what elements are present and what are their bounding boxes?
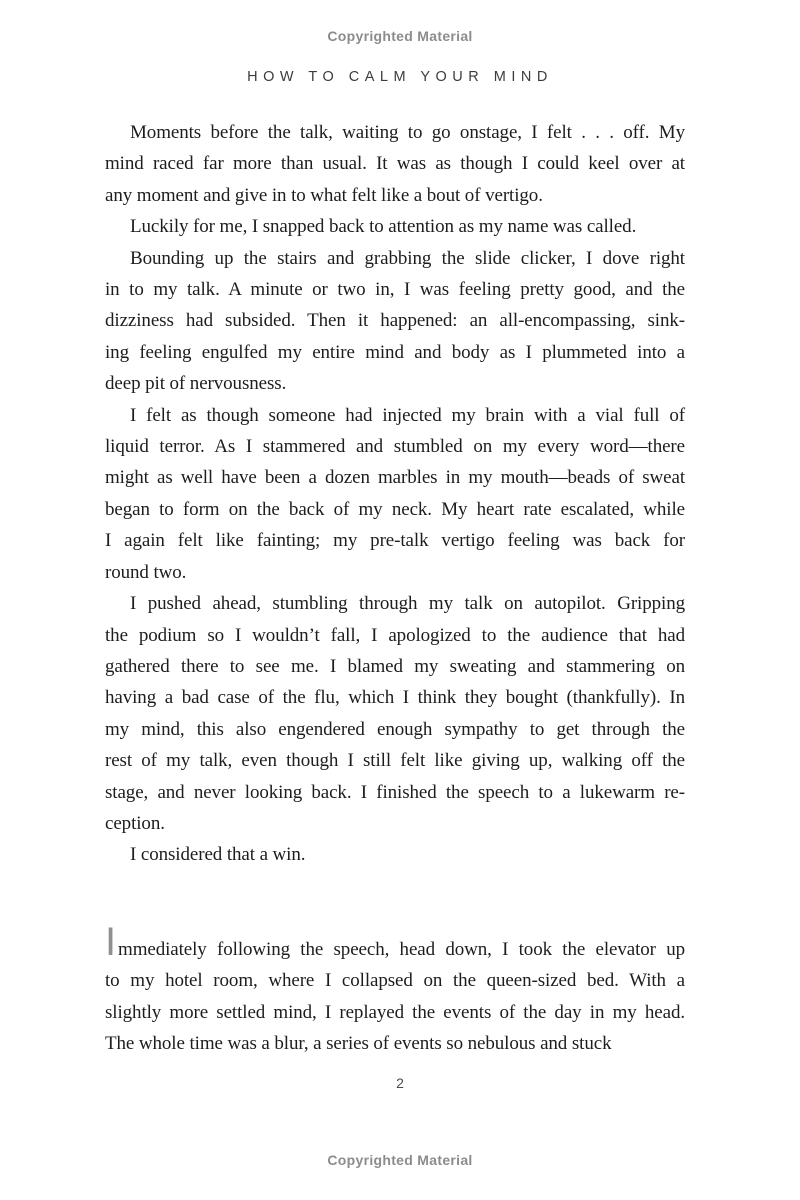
section-break (105, 871, 685, 934)
text-line: the podium so I wouldn’t fall, I apologized to the audience that had (105, 624, 685, 646)
text-line: I considered that a win. (130, 844, 306, 866)
text-line: to my hotel room, where I collapsed on the queen-sized bed. With a (105, 970, 685, 992)
text-line: might as well have been a dozen marbles in my mouth—beads of sweat (105, 467, 685, 489)
paragraph (105, 588, 685, 839)
copyright-notice-top: Copyrighted Material (327, 28, 473, 44)
text-line: The whole time was a blur, a series of events so nebulous and stuck (105, 1032, 612, 1054)
text-line: mind raced far more than usual. It was as though I could keel over at (105, 153, 685, 175)
copyright-notice-bottom: Copyrighted Material (327, 1152, 473, 1168)
text-line: liquid terror. As I stammered and stumbled on my every word—there (105, 436, 685, 458)
text-line: stage, and never looking back. I finished the speech to a lukewarm re- (105, 781, 685, 803)
text-line: Bounding up the stairs and grabbing the slide clicker, I dove right (130, 247, 685, 269)
text-line: I pushed ahead, stumbling through my talk on autopilot. Gripping (130, 593, 685, 615)
paragraph (105, 919, 685, 1060)
paragraph (105, 117, 685, 211)
running-head: HOW TO CALM YOUR MIND (247, 69, 553, 85)
page-number: 2 (396, 1075, 404, 1091)
text-line: having a bad case of the flu, which I think they bought (thankfully). In (105, 687, 685, 709)
text-line: dizziness had subsided. Then it happened: an all-encompassing, sink- (105, 310, 685, 332)
text-line: began to form on the back of my neck. My heart rate escalated, while (105, 498, 685, 520)
text-line: ing feeling engulfed my entire mind and body as I plummeted into a (105, 341, 685, 363)
paragraph (105, 211, 685, 242)
text-block (105, 117, 685, 1059)
text-line: my mind, this also engendered enough sympathy to get through the (105, 718, 685, 740)
text-line: round two. (105, 561, 187, 583)
text-line: gathered there to see me. I blamed my sweating and stammering on (105, 655, 685, 677)
paragraph (105, 243, 685, 400)
text-line: in to my talk. A minute or two in, I was feeling pretty good, and the (105, 279, 685, 301)
text-line: I felt as though someone had injected my brain with a vial full of (130, 404, 685, 426)
paragraph (105, 400, 685, 588)
text-line: Immediately following the speech, head down, I took the elevator up (105, 919, 685, 964)
text-line: any moment and give in to what felt like a bout of vertigo. (105, 184, 543, 206)
text-line: I again felt like fainting; my pre-talk vertigo feeling was back for (105, 530, 685, 552)
paragraph (105, 839, 685, 870)
text-line: slightly more settled mind, I replayed the events of the day in my head. (105, 1001, 685, 1023)
text-line: rest of my talk, even though I still felt like giving up, walking off the (105, 750, 685, 772)
text-line: Luckily for me, I snapped back to attention as my name was called. (130, 216, 637, 238)
text-line: deep pit of nervousness. (105, 373, 287, 395)
raised-initial-cap: I (105, 919, 117, 964)
text-line: Moments before the talk, waiting to go onstage, I felt . . . off. My (130, 122, 685, 143)
text-line: ception. (105, 812, 165, 834)
